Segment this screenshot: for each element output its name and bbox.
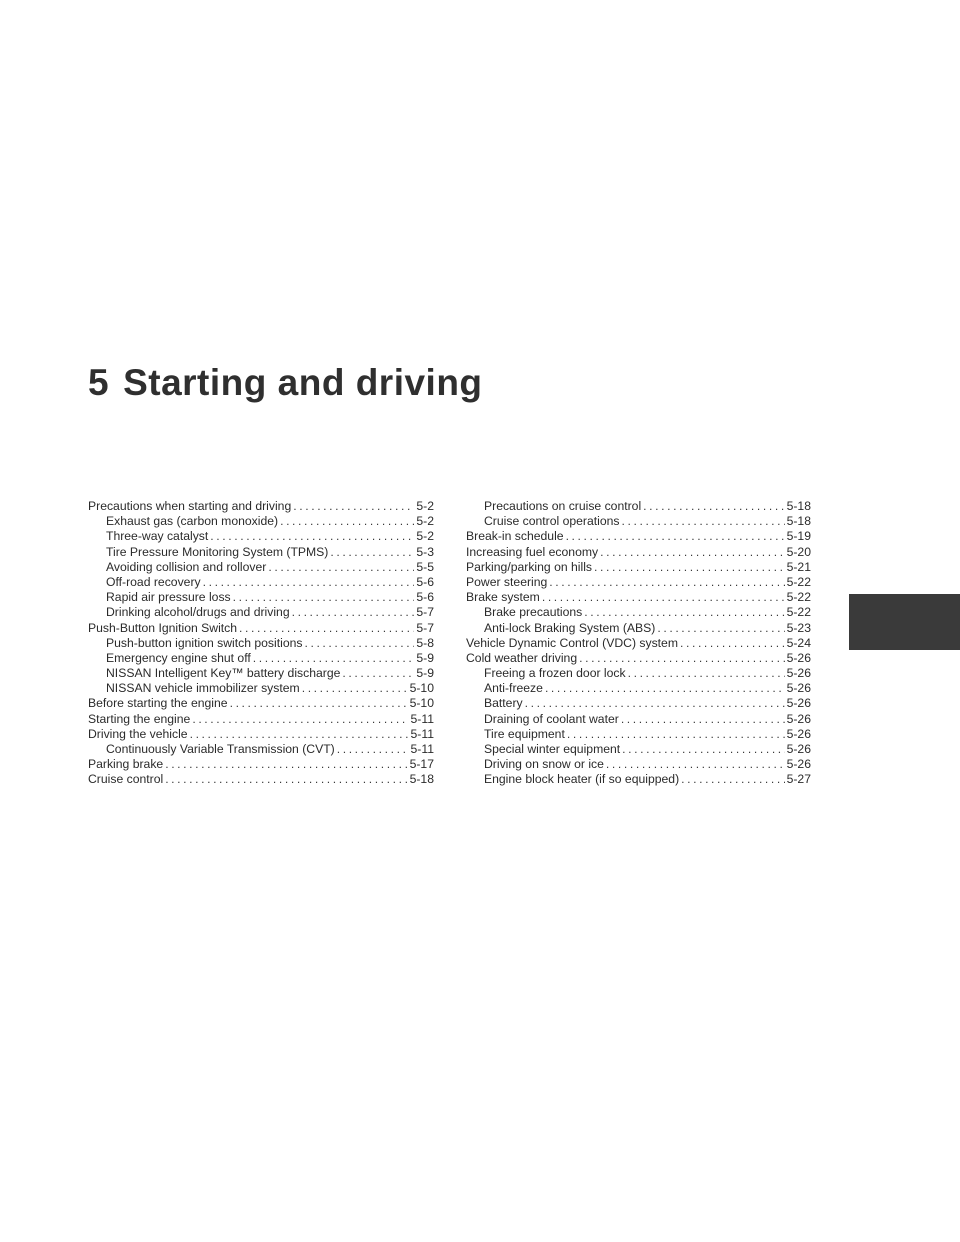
toc-entry[interactable] [88,605,434,620]
toc-leader-dots [680,636,785,651]
toc-entry-page: 5-5 [416,559,434,574]
toc-entry[interactable] [466,757,811,772]
toc-entry-label: Tire Pressure Monitoring System (TPMS) [106,544,329,559]
toc-entry-page: 5-10 [409,696,434,711]
chapter-tab [849,594,960,650]
toc-entry-label: Power steering [466,574,548,589]
toc-entry[interactable] [466,696,811,711]
toc-entry[interactable] [88,772,434,787]
toc-entry-label: Special winter equipment [484,742,621,756]
toc-leader-dots [594,560,785,575]
toc-entry-page: 5-11 [410,726,434,741]
toc-entry-page: 5-22 [786,605,811,620]
toc-leader-dots [622,514,785,529]
toc-leader-dots [681,772,784,787]
toc-column-left [88,499,434,788]
toc-entry-label: Driving on snow or ice [484,757,604,772]
toc-entry[interactable] [88,742,434,757]
toc-entry-page: 5-26 [786,757,811,772]
toc-entry[interactable] [466,514,811,529]
toc-entry-page: 5-11 [410,742,434,756]
toc-entry[interactable] [88,651,434,666]
toc-entry-label: Continuously Variable Transmission (CVT) [106,742,335,756]
toc-entry[interactable] [466,545,811,560]
toc-entry[interactable] [466,681,811,696]
toc-entry-label: Draining of coolant water [484,711,619,726]
toc-entry-page: 5-6 [416,590,434,605]
toc-entry[interactable] [88,681,434,696]
toc-entry-label: NISSAN vehicle immobilizer system [106,681,300,696]
toc-leader-dots [542,590,785,605]
toc-leader-dots [165,772,407,787]
toc-entry-label: Anti-lock Braking System (ABS) [484,620,656,635]
toc-leader-dots [239,621,414,636]
toc-entry-label: Parking/parking on hills [466,559,593,574]
toc-entry-label: Rapid air pressure loss [106,590,231,605]
toc-leader-dots [545,681,785,696]
toc-leader-dots [643,499,784,514]
toc-entry[interactable] [88,545,434,560]
toc-entry-label: Push-button ignition switch positions [106,635,303,650]
toc-entry-label: Increasing fuel economy [466,544,599,559]
toc-entry[interactable] [88,575,434,590]
toc-leader-dots [622,742,784,757]
toc-entry-label: Brake precautions [484,605,583,620]
toc-leader-dots [304,636,414,651]
toc-entry-label: Brake system [466,590,540,605]
chapter-title [88,362,483,404]
toc-entry-page: 5-19 [786,529,811,544]
toc-leader-dots [165,757,407,772]
toc-leader-dots [330,545,414,560]
toc-entry[interactable] [466,742,811,757]
toc-entry[interactable] [88,499,434,514]
toc-leader-dots [302,681,408,696]
toc-leader-dots [579,651,784,666]
toc-leader-dots [253,651,415,666]
toc-leader-dots [203,575,415,590]
toc-leader-dots [337,742,409,757]
toc-entry[interactable] [88,712,434,727]
toc-leader-dots [268,560,414,575]
toc-leader-dots [584,605,784,620]
toc-entry-page: 5-26 [786,666,811,681]
toc-entry-page: 5-26 [786,726,811,741]
toc-entry[interactable] [88,621,434,636]
toc-leader-dots [606,757,785,772]
toc-entry-label: Break-in schedule [466,529,564,544]
toc-entry[interactable] [88,636,434,651]
toc-entry-page: 5-26 [786,650,811,665]
toc-leader-dots [292,605,415,620]
toc-entry[interactable] [88,529,434,544]
toc-column-right [466,499,811,788]
toc-entry-label: Emergency engine shut off [106,650,251,665]
toc-entry-label: Freeing a frozen door lock [484,666,626,681]
toc-entry-label: NISSAN Intelligent Key™ battery discharge [106,666,341,681]
toc-entry[interactable] [466,499,811,514]
toc-entry-page: 5-3 [416,544,434,559]
toc-leader-dots [342,666,414,681]
toc-entry-page: 5-2 [416,514,434,529]
toc-leader-dots [628,666,785,681]
toc-entry-page: 5-11 [410,711,434,726]
toc-leader-dots [621,712,785,727]
toc-entry-page: 5-26 [786,711,811,726]
toc-leader-dots [293,499,414,514]
toc-entry-label: Push-Button Ignition Switch [88,620,238,635]
toc-entry-page: 5-9 [416,650,434,665]
toc-entry-label: Before starting the engine [88,696,228,711]
toc-entry-label: Precautions on cruise control [484,499,642,513]
toc-entry-label: Cruise control [88,772,164,787]
toc-entry-label: Avoiding collision and rollover [106,559,267,574]
toc-entry-label: Off-road recovery [106,574,201,589]
toc-entry-label: Drinking alcohol/drugs and driving [106,605,290,620]
toc-entry-page: 5-2 [416,499,434,513]
toc-entry[interactable] [88,590,434,605]
toc-entry-label: Cruise control operations [484,514,620,529]
toc-leader-dots [566,529,785,544]
toc-entry[interactable] [88,666,434,681]
toc-entry[interactable] [466,666,811,681]
toc-entry-page: 5-10 [409,681,434,696]
toc-entry[interactable] [466,529,811,544]
toc-entry[interactable] [466,772,811,787]
chapter-number: 5 [88,362,110,403]
toc-leader-dots [190,727,409,742]
toc-entry[interactable] [88,696,434,711]
toc-entry-page: 5-6 [416,574,434,589]
toc-entry[interactable] [466,605,811,620]
toc-entry-label: Exhaust gas (carbon monoxide) [106,514,279,529]
toc-entry-label: Starting the engine [88,711,191,726]
toc-leader-dots [525,696,785,711]
toc-leader-dots [567,727,785,742]
toc-entry-label: Tire equipment [484,726,565,741]
toc-entry[interactable] [88,514,434,529]
toc-entry-page: 5-24 [786,635,811,650]
toc-entry-label: Vehicle Dynamic Control (VDC) system [466,635,678,650]
toc-entry-label: Parking brake [88,757,164,772]
toc-entry-label: Anti-freeze [484,681,543,696]
toc-entry-label: Three-way catalyst [106,529,209,544]
toc-entry[interactable] [88,757,434,772]
toc-entry-page: 5-18 [409,772,434,787]
toc-entry-page: 5-18 [786,499,811,513]
toc-leader-dots [549,575,784,590]
toc-entry-label: Driving the vehicle [88,726,188,741]
toc-entry-page: 5-26 [786,681,811,696]
toc-entry-page: 5-26 [786,742,811,756]
toc-entry[interactable] [466,621,811,636]
toc-leader-dots [280,514,414,529]
toc-entry-page: 5-17 [409,757,434,772]
toc-entry-label: Engine block heater (if so equipped) [484,772,680,787]
toc-entry[interactable] [466,651,811,666]
toc-entry-page: 5-18 [786,514,811,529]
toc-entry[interactable] [466,575,811,590]
toc-entry[interactable] [466,712,811,727]
toc-entry-label: Battery [484,696,523,711]
toc-entry-label: Cold weather driving [466,650,578,665]
toc-entry-page: 5-7 [416,605,434,620]
toc-leader-dots [230,696,408,711]
toc-entry-page: 5-9 [416,666,434,681]
toc-leader-dots [192,712,408,727]
toc-entry-page: 5-23 [786,620,811,635]
toc-entry-page: 5-27 [786,772,811,787]
toc-leader-dots [657,621,784,636]
toc-entry[interactable] [88,727,434,742]
toc-entry-label: Precautions when starting and driving [88,499,292,513]
toc-entry[interactable] [466,590,811,605]
toc-entry[interactable] [88,560,434,575]
toc-entry-page: 5-22 [786,590,811,605]
toc-entry[interactable] [466,560,811,575]
toc-entry-page: 5-8 [416,635,434,650]
toc-leader-dots [233,590,415,605]
toc-entry-page: 5-20 [786,544,811,559]
toc-leader-dots [600,545,784,560]
toc-entry-page: 5-26 [786,696,811,711]
chapter-title-text: Starting and driving [123,362,483,403]
toc-leader-dots [210,529,414,544]
toc-entry-page: 5-2 [416,529,434,544]
toc-entry[interactable] [466,727,811,742]
toc-entry[interactable] [466,636,811,651]
toc-entry-page: 5-7 [416,620,434,635]
toc-entry-page: 5-22 [786,574,811,589]
toc-entry-page: 5-21 [786,559,811,574]
